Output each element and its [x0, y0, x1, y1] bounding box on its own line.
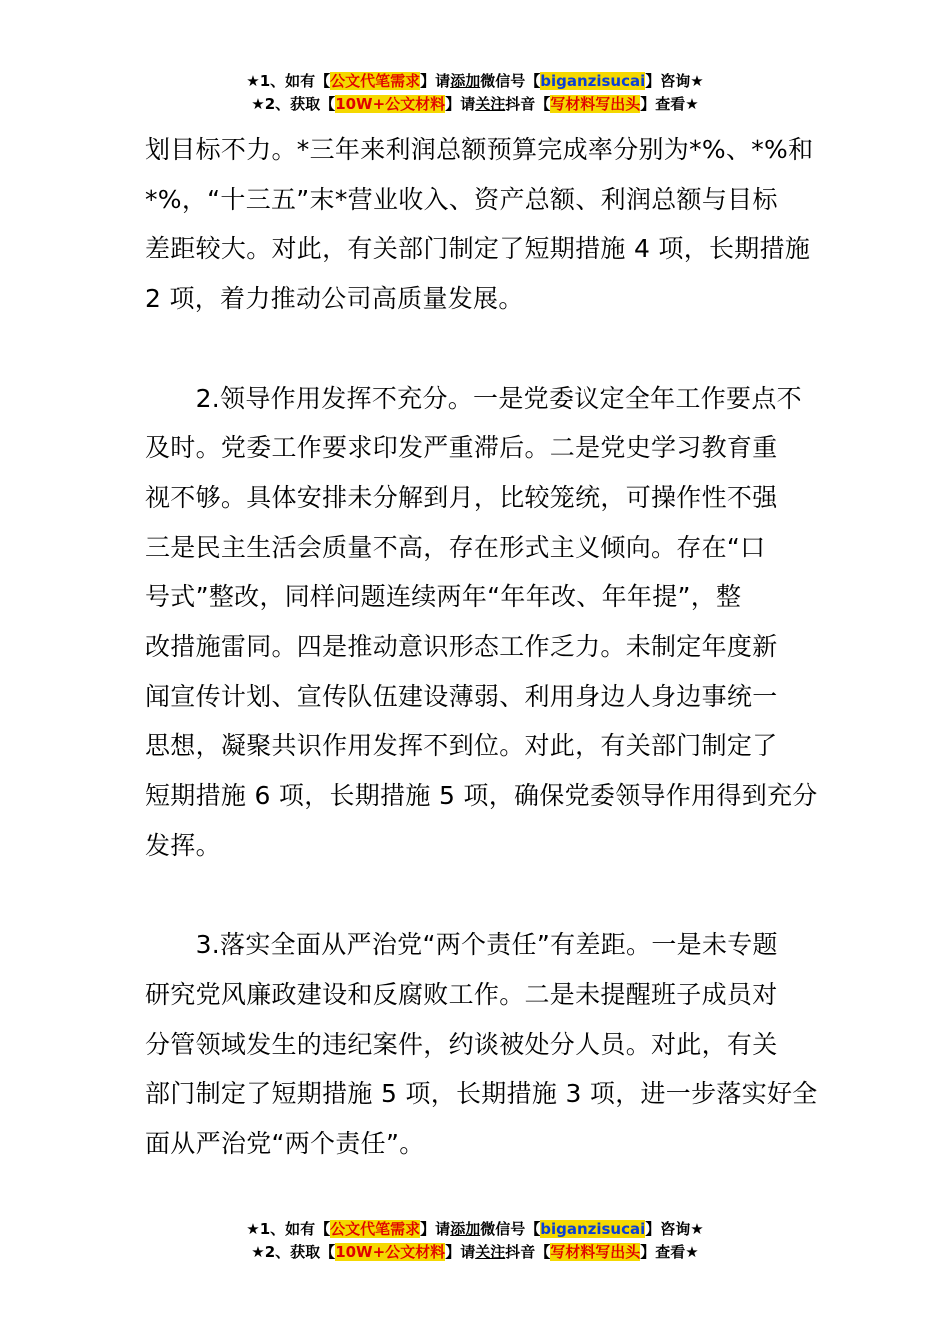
banner-underlined: 关注: [475, 1243, 506, 1261]
highlight-douyin: 写材料写出头: [550, 95, 641, 113]
text-line: 面从严治党“两个责任”。: [145, 1129, 425, 1159]
footer-banner: [0, 1218, 950, 1264]
document-body: [145, 125, 818, 1169]
paragraph-gap: [145, 871, 810, 921]
text-line: 部门制定了短期措施 5 项，长期措施 3 项，进一步落实好全: [145, 1079, 818, 1109]
banner-line-1: [0, 70, 950, 93]
text-line: 闻宣传计划、宣传队伍建设薄弱、利用身边人身边事统一: [145, 681, 778, 711]
text-line: 分管领域发生的违纪案件，约谈被处分人员。对此，有关: [145, 1029, 778, 1059]
highlight-wechat-id: biganzisucai: [540, 72, 646, 90]
banner-underlined: 添加: [450, 1220, 481, 1238]
banner-text: 抖音【: [505, 95, 551, 113]
text-line: 号式”整改，同样问题连续两年“年年改、年年提”，整: [145, 582, 742, 612]
highlight-materials: 10W+公文材料: [335, 1243, 446, 1261]
text-line: 发挥。: [145, 830, 221, 860]
text-line: 三是民主生活会质量不高，存在形式主义倾向。存在“口: [145, 532, 766, 562]
text-line: 视不够。具体安排未分解到月，比较笼统，可操作性不强: [145, 482, 778, 512]
paragraph-1: [145, 125, 814, 324]
text-line: 2.领导作用发挥不充分。一是党委议定全年工作要点不: [145, 383, 802, 413]
paragraph-3: [145, 920, 818, 1169]
banner-text: 】咨询★: [645, 1220, 704, 1238]
text-line: 划目标不力。*三年来利润总额预算完成率分别为*%、*%和: [145, 135, 814, 164]
banner-text: 】查看★: [640, 1243, 699, 1261]
banner-text: ★1、如有【: [246, 1220, 331, 1238]
banner-underlined: 添加: [450, 72, 481, 90]
highlight-service: 公文代笔需求: [330, 72, 421, 90]
text-line: 2 项，着力推动公司高质量发展。: [145, 284, 524, 314]
text-line: 思想，凝聚共识作用发挥不到位。对此，有关部门制定了: [145, 731, 778, 761]
banner-text: 抖音【: [505, 1243, 551, 1261]
banner-text: ★2、获取【: [251, 1243, 336, 1261]
highlight-douyin: 写材料写出头: [550, 1243, 641, 1261]
banner-text: 微信号【: [480, 1220, 541, 1238]
banner-text: 微信号【: [480, 72, 541, 90]
banner-text: 】请: [445, 95, 476, 113]
banner-text: ★1、如有【: [246, 72, 331, 90]
banner-text: 】咨询★: [645, 72, 704, 90]
banner-text: 】请: [445, 1243, 476, 1261]
text-line: 3.落实全面从严治党“两个责任”有差距。一是未专题: [145, 930, 778, 960]
text-line: 差距较大。对此，有关部门制定了短期措施 4 项，长期措施: [145, 234, 811, 264]
banner-line-1: [0, 1218, 950, 1241]
text-line: 研究党风廉政建设和反腐败工作。二是未提醒班子成员对: [145, 979, 778, 1009]
banner-text: 】请: [420, 72, 451, 90]
banner-text: 】请: [420, 1220, 451, 1238]
text-line: 及时。党委工作要求印发严重滞后。二是党史学习教育重: [145, 433, 778, 463]
banner-text: ★2、获取【: [251, 95, 336, 113]
highlight-wechat-id: biganzisucai: [540, 1220, 646, 1238]
text-line: *%，“十三五”末*营业收入、资产总额、利润总额与目标: [145, 184, 778, 214]
highlight-service: 公文代笔需求: [330, 1220, 421, 1238]
text-line: 改措施雷同。四是推动意识形态工作乏力。未制定年度新: [145, 632, 778, 662]
banner-underlined: 关注: [475, 95, 506, 113]
paragraph-2: [145, 374, 818, 871]
paragraph-gap: [145, 324, 810, 374]
text-line: 短期措施 6 项，长期措施 5 项，确保党委领导作用得到充分: [145, 781, 818, 811]
banner-text: 】查看★: [640, 95, 699, 113]
header-banner: [0, 70, 950, 116]
banner-line-2: [0, 93, 950, 116]
highlight-materials: 10W+公文材料: [335, 95, 446, 113]
banner-line-2: [0, 1241, 950, 1264]
